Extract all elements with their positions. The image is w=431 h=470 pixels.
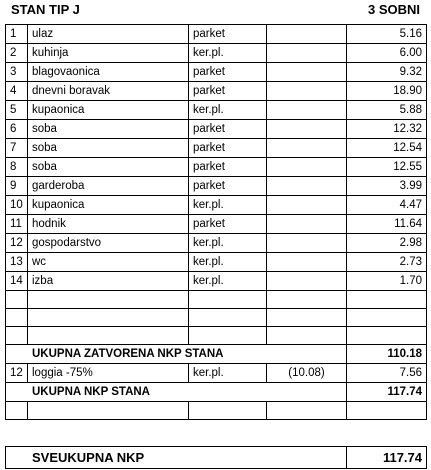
- nkp-total-row: [6, 383, 427, 402]
- room-floor: parket: [189, 63, 267, 82]
- grand-total-value: 117.74: [347, 447, 427, 469]
- room-name: soba: [28, 120, 189, 139]
- room-empty: [267, 139, 347, 158]
- room-empty: [267, 101, 347, 120]
- grand-total-label: SVEUKUPNA NKP: [6, 447, 347, 469]
- room-name: wc: [28, 253, 189, 272]
- loggia-area: 7.56: [347, 364, 427, 383]
- room-number: 12: [6, 234, 28, 253]
- room-area: 12.55: [347, 158, 427, 177]
- room-row: [6, 253, 427, 272]
- room-number: 3: [6, 63, 28, 82]
- room-area: 6.00: [347, 44, 427, 63]
- room-row: [6, 177, 427, 196]
- room-name: kupaonica: [28, 101, 189, 120]
- room-floor: parket: [189, 82, 267, 101]
- room-area: 5.16: [347, 25, 427, 44]
- room-empty: [267, 253, 347, 272]
- grand-total-row: [6, 447, 427, 469]
- room-number: 13: [6, 253, 28, 272]
- loggia-number: 12: [6, 364, 28, 383]
- loggia-raw-area: (10.08): [267, 364, 347, 383]
- room-area: 12.54: [347, 139, 427, 158]
- room-empty: [267, 44, 347, 63]
- room-area-table: [5, 24, 427, 420]
- room-empty: [267, 272, 347, 291]
- room-area: 1.70: [347, 272, 427, 291]
- room-number: 7: [6, 139, 28, 158]
- room-number: 5: [6, 101, 28, 120]
- room-row: [6, 101, 427, 120]
- closed-nkp-total-label: UKUPNA ZATVORENA NKP STANA: [6, 345, 347, 364]
- room-empty: [267, 25, 347, 44]
- room-row: [6, 139, 427, 158]
- room-name: hodnik: [28, 215, 189, 234]
- room-area: 9.32: [347, 63, 427, 82]
- grand-total-table: [5, 446, 427, 469]
- room-number: 10: [6, 196, 28, 215]
- room-empty: [267, 215, 347, 234]
- room-floor: parket: [189, 177, 267, 196]
- room-name: blagovaonica: [28, 63, 189, 82]
- room-row: [6, 234, 427, 253]
- room-area: 11.64: [347, 215, 427, 234]
- loggia-row: [6, 364, 427, 383]
- room-row: [6, 272, 427, 291]
- room-empty: [267, 63, 347, 82]
- room-area: 3.99: [347, 177, 427, 196]
- room-name: izba: [28, 272, 189, 291]
- room-name: dnevni boravak: [28, 82, 189, 101]
- room-name: kupaonica: [28, 196, 189, 215]
- room-number: 4: [6, 82, 28, 101]
- room-floor: ker.pl.: [189, 253, 267, 272]
- room-area: 5.88: [347, 101, 427, 120]
- room-number: 6: [6, 120, 28, 139]
- room-name: ulaz: [28, 25, 189, 44]
- room-row: [6, 25, 427, 44]
- room-number: 11: [6, 215, 28, 234]
- room-name: kuhinja: [28, 44, 189, 63]
- closed-nkp-total-value: 110.18: [347, 345, 427, 364]
- room-floor: ker.pl.: [189, 44, 267, 63]
- room-floor: ker.pl.: [189, 101, 267, 120]
- room-floor: ker.pl.: [189, 196, 267, 215]
- room-row: [6, 120, 427, 139]
- room-count-label: 3 SOBNI: [367, 2, 420, 17]
- blank-row: [6, 291, 427, 309]
- room-name: soba: [28, 139, 189, 158]
- room-empty: [267, 158, 347, 177]
- room-number: 8: [6, 158, 28, 177]
- nkp-total-value: 117.74: [347, 383, 427, 402]
- room-name: garderoba: [28, 177, 189, 196]
- room-row: [6, 63, 427, 82]
- room-name: soba: [28, 158, 189, 177]
- room-floor: parket: [189, 158, 267, 177]
- room-row: [6, 44, 427, 63]
- room-row: [6, 196, 427, 215]
- room-floor: parket: [189, 215, 267, 234]
- room-floor: ker.pl.: [189, 272, 267, 291]
- nkp-total-label: UKUPNA NKP STANA: [6, 383, 347, 402]
- room-area: 4.47: [347, 196, 427, 215]
- room-row: [6, 82, 427, 101]
- room-empty: [267, 82, 347, 101]
- room-area: 12.32: [347, 120, 427, 139]
- room-name: gospodarstvo: [28, 234, 189, 253]
- blank-row: [6, 327, 427, 345]
- room-area: 2.73: [347, 253, 427, 272]
- room-row: [6, 158, 427, 177]
- loggia-name: loggia -75%: [28, 364, 189, 383]
- room-empty: [267, 177, 347, 196]
- room-empty: [267, 234, 347, 253]
- loggia-floor: ker.pl.: [189, 364, 267, 383]
- blank-row: [6, 309, 427, 327]
- room-empty: [267, 120, 347, 139]
- apartment-title: STAN TIP J: [11, 2, 80, 17]
- room-number: 1: [6, 25, 28, 44]
- room-floor: parket: [189, 25, 267, 44]
- room-floor: ker.pl.: [189, 234, 267, 253]
- room-empty: [267, 196, 347, 215]
- room-number: 2: [6, 44, 28, 63]
- room-floor: parket: [189, 120, 267, 139]
- blank-row: [6, 402, 427, 420]
- room-row: [6, 215, 427, 234]
- room-area: 18.90: [347, 82, 427, 101]
- closed-nkp-total-row: [6, 345, 427, 364]
- room-area: 2.98: [347, 234, 427, 253]
- room-number: 9: [6, 177, 28, 196]
- room-floor: parket: [189, 139, 267, 158]
- room-number: 14: [6, 272, 28, 291]
